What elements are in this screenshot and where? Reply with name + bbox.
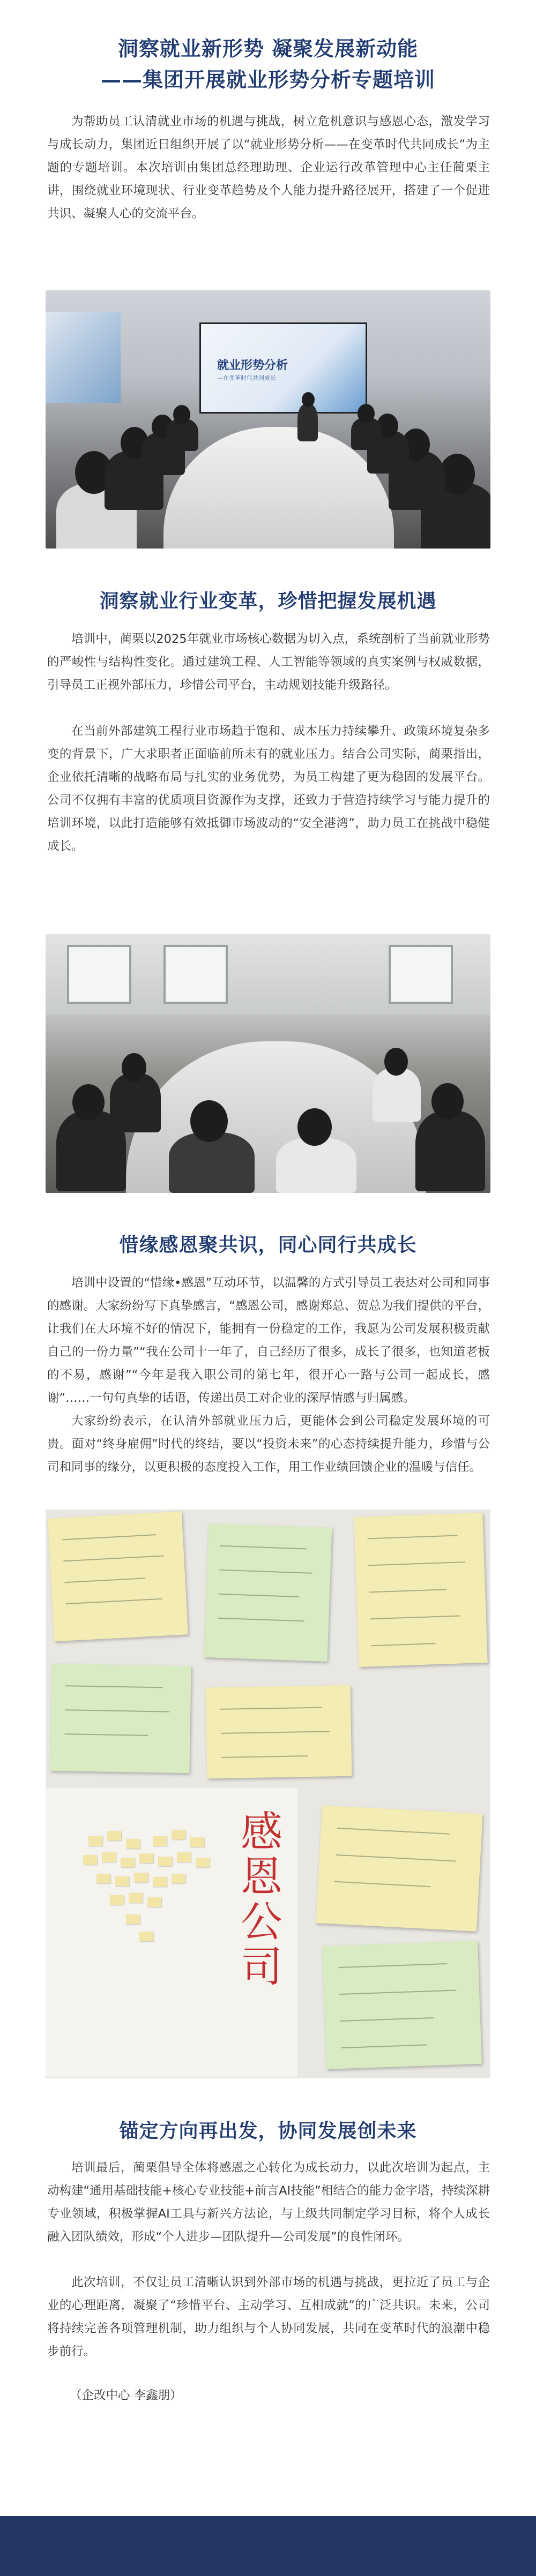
section3-paragraph-2: 此次培训，不仅让员工清晰认识到外部市场的机遇与挑战，更拉近了员工与企业的心理距离，凝聚了“珍惜平台、主动学习、互相成就”的广泛共识。未来，公司将持续完善各项管理机制，助力组织与个人协同发展，共同在变革时代的浪潮中稳步前行。 <box>47 2275 490 2359</box>
attendee-head <box>384 1048 408 1076</box>
projection-screen <box>199 322 367 414</box>
attendee <box>415 1111 485 1191</box>
section1-paragraph-1: 培训中，蔺栗以2025年就业市场核心数据为切入点，系统剖析了当前就业形势的严峻性与结构性变化。通过建筑工程、人工智能等领域的真实案例与权威数据，引导员工正视外部压力，珍惜公司平台，主动规划技能升级路径。 <box>47 632 490 692</box>
window <box>389 945 453 1004</box>
section2-paragraph-2: 大家纷纷表示，在认清外部就业压力后，更能体会到公司稳定发展环境的可贵。面对“终身雇佣”时代的终结，要以“投资未来”的心态持续提升能力，珍惜与公司和同事的缘分，以更积极的态度投入工作，用工作业绩回馈企业的温暖与信任。 <box>47 1414 490 1474</box>
screen-subtitle: —在变革时代共同成长 <box>217 374 276 381</box>
sticky-note <box>50 1664 191 1774</box>
attendee <box>110 1073 161 1132</box>
section1-paragraph-2: 在当前外部建筑工程行业市场趋于饱和、成本压力持续攀升、政策环境复杂多变的背景下，广大求职者正面临前所未有的就业压力。结合公司实际，蔺栗指出，企业依托清晰的战略布局与扎实的业务优势，为员工构建了更为稳固的发展平台。公司不仅拥有丰富的优质项目资源作为支撑，还致力于营造持续学习与能力提升的培训环境，以此打造能够有效抵御市场波动的“安全港湾”，助力员工在挑战中稳健成长。 <box>47 724 490 853</box>
speaker-head <box>302 392 315 407</box>
side-screen <box>46 312 121 403</box>
heart-board <box>46 1788 297 2077</box>
attendee-head <box>173 405 190 424</box>
article-title-line2: ——集团开展就业形势分析专题培训 <box>100 68 435 92</box>
section2-heading: 惜缘感恩聚共识，同心同行共成长 <box>119 1234 417 1256</box>
article-title-line1: 洞察就业新形势 凝聚发展新动能 <box>117 37 419 61</box>
attendee-head <box>72 1084 105 1121</box>
training-meeting-photo <box>46 290 490 549</box>
training-room-photo <box>46 934 490 1193</box>
section3-paragraph-1: 培训最后，蔺栗倡导全体将感恩之心转化为成长动力，以此次培训为起点，主动构建“通用基础技能+核心专业技能+前言AI技能”相结合的能力金字塔，持续深耕专业领域，积极掌握AI工具与新兴方法论，与上级共同制定学习目标，将个人成长融入团队绩效，形成“个人进步—团队提升—公司发展”的良性闭环。 <box>47 2161 490 2244</box>
author-signature: （企改中心 李鑫朋） <box>70 2389 182 2402</box>
sticky-note <box>204 1523 332 1662</box>
attendee-head <box>122 1053 146 1082</box>
sticky-note <box>316 1805 482 1931</box>
attendee-head <box>190 1100 228 1142</box>
attendee <box>276 1138 356 1193</box>
section3-heading: 锚定方向再出发，协同发展创未来 <box>119 2120 417 2142</box>
attendee-head <box>358 404 375 423</box>
screen-title: 就业形势分析 <box>217 359 288 372</box>
window <box>67 945 131 1004</box>
section1-heading: 洞察就业行业变革，珍惜把握发展机遇 <box>99 590 437 612</box>
footer-bar <box>0 2516 536 2576</box>
attendee <box>373 1068 421 1122</box>
intro-paragraph: 为帮助员工认清就业市场的机遇与挑战，树立危机意识与感恩心态，激发学习与成长动力，集团近日组织开展了以“就业形势分析——在变革时代共同成长”为主题的专题培训。本次培训由集团总经理助理、企业运行改革管理中心主任蔺栗主讲，围绕就业环境现状、行业变革趋势及个人能力提升路径展开，搭建了一个促进共识、凝聚人心的交流平台。 <box>47 115 490 221</box>
sticky-note <box>322 1941 482 2069</box>
section2-paragraph-1: 培训中设置的“惜缘•感恩”互动环节，以温馨的方式引导员工表达对公司和同事的感谢。大家纷纷写下真挚感言，“感恩公司，感谢郑总、贺总为我们提供的平台，让我们在大环境不好的情况下，能拥有一份稳定的工作，我愿为公司发展积极贡献自己的一份力量”“我在公司十一年了，自己经历了很多，成长了很多，也知道老板的不易，感谢”“今年是我入职公司的第七年，很开心一路与公司一起成长，感谢”……一句句真挚的话语，传递出员工对企业的深厚情感与归属感。 <box>47 1276 490 1405</box>
gratitude-big-text: 感恩公司 <box>234 1809 282 1989</box>
attendee-head <box>431 1083 464 1120</box>
speaker <box>297 404 318 441</box>
sticky-note <box>354 1513 488 1667</box>
attendee-head <box>297 1108 332 1146</box>
sticky-note <box>48 1512 188 1642</box>
sticky-note <box>206 1685 352 1779</box>
window <box>163 945 228 1004</box>
gratitude-notes-collage <box>46 1509 490 2078</box>
